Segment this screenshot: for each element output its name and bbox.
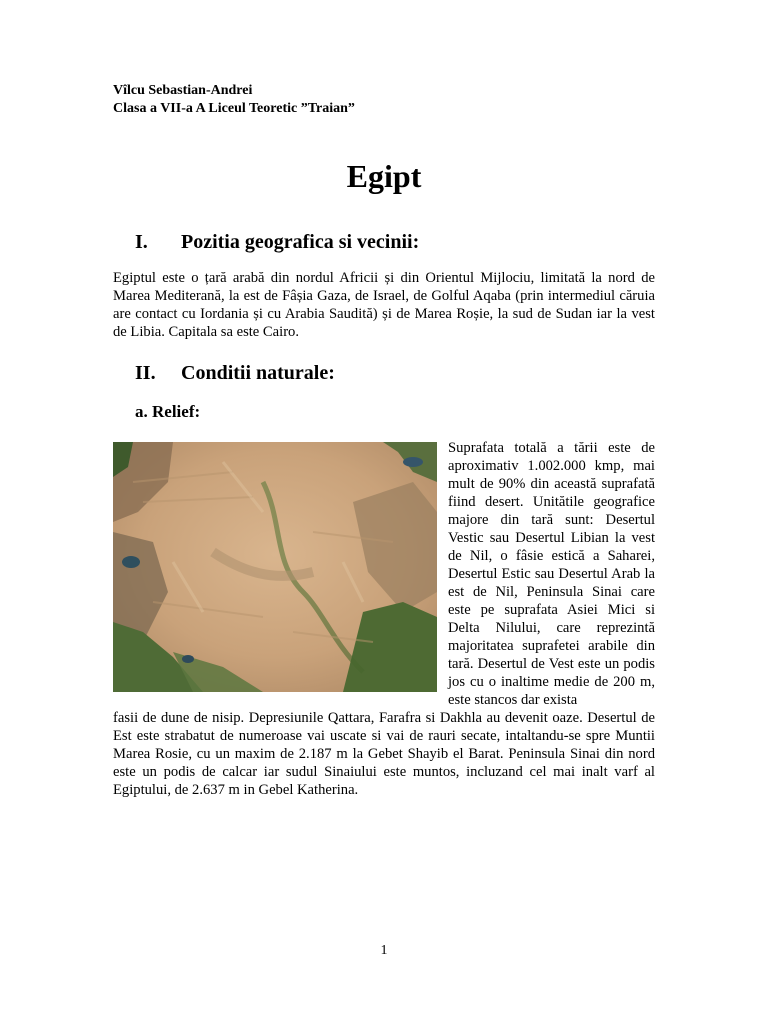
relief-continued-paragraph: fasii de dune de nisip. Depresiunile Qattara, Farafra si Dakhla au devenit oaze. Desertul de Est este strabatut de numeroase vai uscate si vai de rauri secate, intaltandu-se spre Muntii Marea Rosie, cu un maxim de 2.187 m la Gebet Shayib el Barat. Peninsula Sinai din nord este un podis de calcar iar sudul Sinaiului este muntos, incluzand cel mai inalt varf al Egiptului, de 2.637 m in Gebel Katherina. <box>113 710 655 798</box>
subsection-heading-relief: a. Relief: <box>135 402 201 421</box>
section-title-2: Conditii naturale: <box>181 362 335 384</box>
relief-wrapped-paragraph: Suprafata totală a tării este de aproximativ 1.002.000 kmp, mai mult de 90% din această suprafată fiind desert. Unitătile geografice majore din tară sunt: Desertul Vestic sau Desertul Libian la vest de Nil, o fâsie estică a Saharei, Desertul Estic sau Desertul Arab la est de Nil, Peninsula Sinai care este pe suprafata Asiei Mici si Delta Nilului, care reprezintă majoritatea suprafetei arabile din tară. Desertul de Vest este un podis jos cu o inaltime medie de 200 m, este stancos dar exista <box>448 440 655 708</box>
author-block <box>113 82 355 118</box>
section-title-1: Pozitia geografica si vecinii: <box>181 231 420 253</box>
section-number-1: I. <box>135 231 148 253</box>
section-heading-2 <box>135 361 335 385</box>
class-line: Clasa a VII-a A Liceul Teoretic ”Traian” <box>113 101 355 116</box>
document-title: Egipt <box>346 158 422 194</box>
section-number-2: II. <box>135 362 156 384</box>
satellite-map-image <box>113 442 437 692</box>
section-1-paragraph: Egiptul este o țară arabă din nordul Africii și din Orientul Mijlociu, limitată la nord de Marea Mediterană, la est de Fâșia Gaza, de Israel, de Golful Aqaba (prin intermediul căruia are contact cu Iordania și cu Arabia Saudită) și de Marea Roșie, la sud de Sudan iar la vest de Libia. Capitala sa este Cairo. <box>113 270 655 340</box>
author-name: Vîlcu Sebastian-Andrei <box>113 83 253 98</box>
page-number: 1 <box>380 943 388 958</box>
section-heading-1 <box>135 230 419 254</box>
